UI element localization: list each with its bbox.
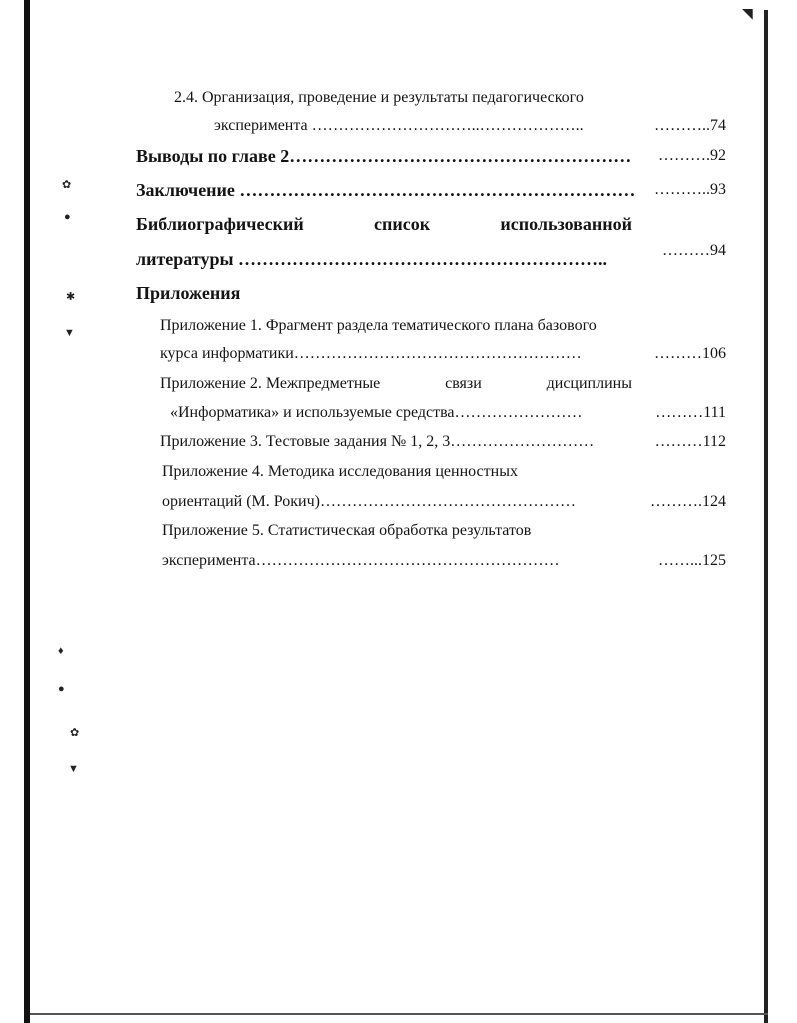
- appendix-2-part-2: связи: [445, 375, 482, 392]
- toc-appendix-3: Приложение 3. Тестовые задания № 1, 2, 3………………………: [160, 433, 595, 450]
- toc-entry-bibliography-line2: литературы ……………………………………………………..: [136, 249, 608, 269]
- toc-entry-appendices-heading: Приложения: [136, 283, 241, 303]
- toc-appendix-2-line1: [160, 374, 632, 394]
- toc-entry-conclusion: Заключение …………………………………………………………: [136, 180, 636, 200]
- bibliography-word-1: Библиографический: [136, 214, 304, 234]
- bibliography-word-2: список: [374, 214, 431, 234]
- margin-speck-mark: ♦: [58, 645, 64, 657]
- margin-speck-mark: ●: [58, 683, 65, 695]
- toc-appendix-4-line1: Приложение 4. Методика исследования ценностных: [162, 463, 518, 480]
- toc-appendix-5-line1: Приложение 5. Статистическая обработка результатов: [162, 522, 532, 539]
- scan-right-edge: [764, 10, 768, 1023]
- toc-entry-conclusions-ch2-page: ……….92: [658, 147, 726, 164]
- toc-appendix-1-line2: курса информатики………………………………………………: [160, 345, 582, 362]
- appendix-2-part-3: дисциплины: [546, 375, 632, 392]
- toc-appendix-1-page: ………106: [654, 345, 726, 362]
- toc-appendix-1-line1: Приложение 1. Фрагмент раздела тематического плана базового: [160, 317, 597, 334]
- scan-left-edge: [24, 0, 30, 1023]
- toc-appendix-2-page: ………111: [655, 404, 726, 421]
- toc-appendix-4-line2: ориентаций (М. Рокич)…………………………………………: [162, 493, 576, 510]
- toc-entry-2-4-page: ………..74: [654, 117, 726, 134]
- appendix-2-part-1: Приложение 2. Межпредметные: [160, 375, 381, 392]
- toc-appendix-5-page: ……...125: [658, 552, 726, 569]
- margin-speck-mark: ✱: [66, 291, 76, 303]
- margin-speck-mark: ●: [64, 211, 71, 223]
- toc-entry-2-4-line1: 2.4. Организация, проведение и результаты педагогического: [174, 89, 584, 106]
- bibliography-word-3: использованной: [500, 214, 632, 234]
- margin-speck-mark: ▼: [68, 763, 79, 775]
- toc-appendix-5-line2: эксперимента…………………………………………………: [162, 552, 560, 569]
- toc-entry-bibliography-page: ………94: [662, 242, 726, 259]
- corner-fold-mark: ◥: [742, 7, 753, 22]
- margin-speck-mark: ✿: [70, 727, 80, 739]
- toc-entry-conclusions-ch2: Выводы по главе 2…………………………………………………: [136, 146, 632, 166]
- toc-entry-bibliography-line1: [136, 213, 632, 235]
- toc-appendix-4-page: ……….124: [650, 493, 726, 510]
- margin-speck-mark: ✿: [62, 179, 72, 191]
- toc-appendix-2-line2: «Информатика» и используемые средства……………………: [170, 404, 583, 421]
- margin-speck-mark: ▼: [64, 327, 75, 339]
- toc-entry-conclusion-page: ………..93: [654, 181, 726, 198]
- toc-appendix-3-page: ………112: [654, 433, 726, 450]
- scan-bottom-edge: [30, 1013, 768, 1015]
- toc-entry-2-4-line2: эксперимента …………………………..………………..: [214, 117, 584, 134]
